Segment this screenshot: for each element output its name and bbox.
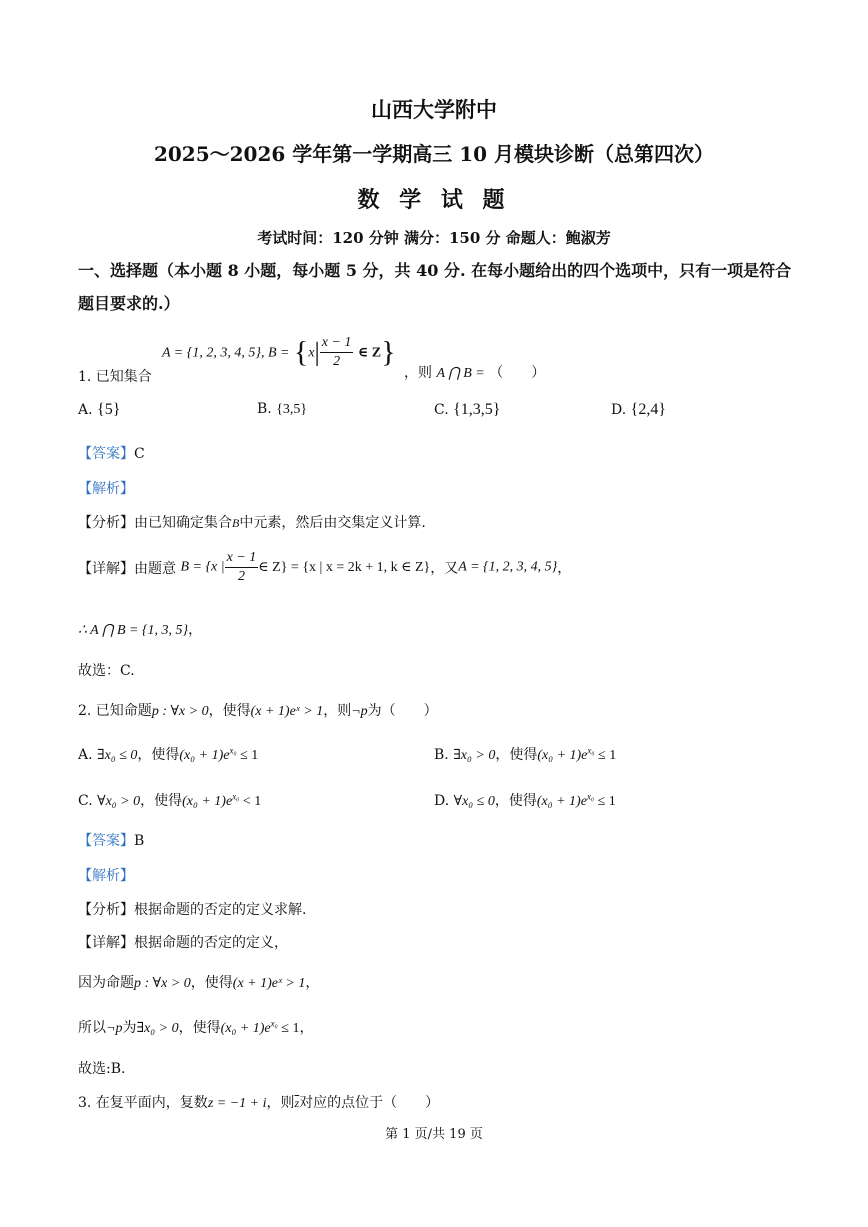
q1-option-d xyxy=(611,401,666,419)
so-text: ，使得 xyxy=(178,1020,221,1036)
because-expr: (x + 1)eˣ > 1 xyxy=(232,976,306,991)
q2-fenxi xyxy=(78,899,306,919)
q2-then: ，则 xyxy=(323,703,352,719)
so-sup: x₀ xyxy=(270,1018,278,1029)
so-expr: (x₀ + 1)e xyxy=(220,1021,271,1036)
so-text: 所以 xyxy=(78,1020,106,1036)
option-label: B. xyxy=(257,401,272,417)
q2-answer xyxy=(78,830,144,850)
detail-text: 由题意 xyxy=(134,560,176,577)
q1-brace-open: { xyxy=(293,335,309,369)
q1-brace-close: } xyxy=(381,335,396,369)
frac-den: 2 xyxy=(237,569,245,584)
q3-then: ，则 xyxy=(266,1095,295,1111)
q1-detail xyxy=(78,549,571,586)
detail-tag: 【详解】 xyxy=(78,560,134,577)
q2-option-a xyxy=(78,744,258,764)
answer-value: C xyxy=(134,446,145,462)
q1-fraction xyxy=(320,334,354,371)
q1-fenxi xyxy=(78,512,426,532)
because-end: ， xyxy=(305,975,320,991)
q1-option-b xyxy=(257,401,307,418)
option-rel: ≤ 1 xyxy=(594,794,616,809)
section-heading: 一、选择题（本小题 8 小题，每小题 5 分，共 40 分. 在每小题给出的四个选项中，只有一项是符合题目要求的.） xyxy=(78,261,792,313)
so-text: 为 xyxy=(122,1020,137,1036)
q1-set-b-cond: ∈ Z xyxy=(357,345,382,361)
option-quant: ∀x₀ ≤ 0 xyxy=(453,794,495,809)
school-name: 山西大学附中 xyxy=(371,97,497,122)
q1-tail xyxy=(404,362,545,382)
q1-choose: 故选：C. xyxy=(78,663,135,679)
option-rel: < 1 xyxy=(239,794,262,809)
fenxi-text: 中元素，然后由交集定义计算. xyxy=(239,515,426,531)
detail-text: 根据命题的否定的定义， xyxy=(134,935,288,951)
detail-text: ， xyxy=(557,560,572,577)
option-quant: ∀x₀ > 0 xyxy=(97,794,141,809)
detail-set-a: A = {1, 2, 3, 4, 5} xyxy=(458,559,558,575)
q2-prop: p : ∀x > 0 xyxy=(151,704,209,719)
fenxi-tag: 【分析】 xyxy=(78,902,134,918)
exam-info: 考试时间：120 分钟 满分：150 分 命题人：鲍淑芳 xyxy=(257,229,611,247)
option-expr: (x₀ + 1)e xyxy=(179,748,230,763)
q1-paren: （ ） xyxy=(489,365,546,381)
answer-tag: 【答案】 xyxy=(78,446,134,462)
option-mid: ，使得 xyxy=(495,747,538,763)
q3-stem xyxy=(78,1092,439,1112)
q3-expr: z = −1 + i xyxy=(207,1096,267,1111)
option-sup: x₀ xyxy=(229,745,237,756)
q1-bar: | xyxy=(314,337,320,367)
because-text: ，使得 xyxy=(190,975,233,991)
q2-analysis-tag: 【解析】 xyxy=(78,868,134,884)
exam-title: 2025～2026 学年第一学期高三 10 月模块诊断（总第四次） xyxy=(153,142,715,166)
q2-prefix: 2. 已知命题 xyxy=(78,703,152,719)
so-neg: ¬p xyxy=(106,1021,123,1036)
page-footer: 第 1 页/共 19 页 xyxy=(385,1127,483,1142)
option-quant: ∃x₀ ≤ 0 xyxy=(97,748,138,763)
q1-therefore xyxy=(78,619,202,639)
q1-frac-den: 2 xyxy=(333,354,341,369)
q1-option-a xyxy=(78,401,120,419)
detail-tag: 【详解】 xyxy=(78,935,134,951)
q2-option-b xyxy=(434,744,616,764)
q1-option-c xyxy=(434,401,500,419)
so-quant: ∃x₀ > 0 xyxy=(136,1021,179,1036)
option-mid: ，使得 xyxy=(140,793,183,809)
option-sup: x₀ xyxy=(587,745,595,756)
fenxi-var: B xyxy=(232,516,240,530)
q2-mid: ，使得 xyxy=(208,703,251,719)
option-label: A. xyxy=(78,747,93,763)
detail-set-b: B = {x | xyxy=(180,559,225,575)
fenxi-text: 由已知确定集合 xyxy=(134,515,232,531)
q2-so xyxy=(78,1017,313,1037)
q2-neg: ¬p xyxy=(351,704,368,719)
q3-prefix: 3. 在复平面内，复数 xyxy=(78,1095,208,1111)
therefore-expr: ∴ A ⋂ B = {1, 3, 5} xyxy=(78,623,189,638)
q2-option-c xyxy=(78,790,261,810)
q1-set-a: A = {1, 2, 3, 4, 5}, B = xyxy=(162,345,290,361)
option-sup: x₀ xyxy=(586,791,595,802)
option-expr: (x₀ + 1)e xyxy=(537,748,588,763)
q2-option-d xyxy=(434,790,616,810)
option-label: C. xyxy=(434,402,449,418)
q2-suffix: 为（ ） xyxy=(367,703,438,719)
option-value: {1,3,5} xyxy=(453,401,501,418)
fenxi-text: 根据命题的否定的定义求解. xyxy=(134,902,307,918)
q1-frac-num: x − 1 xyxy=(320,334,354,353)
therefore-end: ， xyxy=(188,622,203,638)
q1-set-b-var: x xyxy=(308,345,315,361)
option-rel: ≤ 1 xyxy=(594,748,617,763)
option-expr: (x₀ + 1)e xyxy=(536,794,587,809)
because-prop: p : ∀x > 0 xyxy=(134,976,191,991)
fenxi-tag: 【分析】 xyxy=(78,515,134,531)
option-mid: ，使得 xyxy=(137,747,180,763)
answer-tag: 【答案】 xyxy=(78,833,134,849)
q3-suffix: 对应的点位于（ ） xyxy=(299,1095,440,1111)
so-rel: ≤ 1 xyxy=(277,1021,300,1036)
detail-text: ，又 xyxy=(430,560,459,577)
q2-because xyxy=(78,972,319,992)
q1-answer xyxy=(78,443,145,463)
q1-suffix: ，则 xyxy=(404,365,432,381)
detail-fraction xyxy=(225,549,259,586)
q1-prefix: 1. 已知集合 xyxy=(78,369,152,385)
q1-analysis-tag: 【解析】 xyxy=(78,481,134,497)
option-label: D. xyxy=(611,402,627,418)
detail-set-b-cond: ∈ Z} = {x | x = 2k + 1, k ∈ Z} xyxy=(258,560,431,575)
because-text: 因为命题 xyxy=(78,975,134,991)
option-mid: ，使得 xyxy=(494,793,537,809)
q2-detail xyxy=(78,932,288,952)
subject-title: 数 学 试 题 xyxy=(357,187,511,213)
option-label: A. xyxy=(78,402,93,418)
option-quant: ∃x₀ > 0 xyxy=(453,748,496,763)
option-label: D. xyxy=(434,793,450,809)
option-value: {3,5} xyxy=(276,402,308,417)
option-label: B. xyxy=(434,747,449,763)
so-end: ， xyxy=(299,1020,314,1036)
option-value: {5} xyxy=(97,401,121,418)
option-value: {2,4} xyxy=(630,401,666,418)
answer-value: B xyxy=(134,833,145,849)
option-expr: (x₀ + 1)e xyxy=(182,794,233,809)
frac-num: x − 1 xyxy=(225,549,259,568)
option-sup: x₀ xyxy=(232,791,240,802)
q2-choose: 故选:B. xyxy=(78,1061,126,1077)
q2-stem xyxy=(78,700,438,720)
option-rel: ≤ 1 xyxy=(236,748,259,763)
q1-sets xyxy=(162,334,395,371)
q1-intersection: A ⋂ B = xyxy=(436,366,485,381)
option-label: C. xyxy=(78,793,93,809)
q2-expr: (x + 1)eˣ > 1 xyxy=(250,704,324,719)
q3-zbar: $\overline{z}$ xyxy=(294,1096,300,1110)
